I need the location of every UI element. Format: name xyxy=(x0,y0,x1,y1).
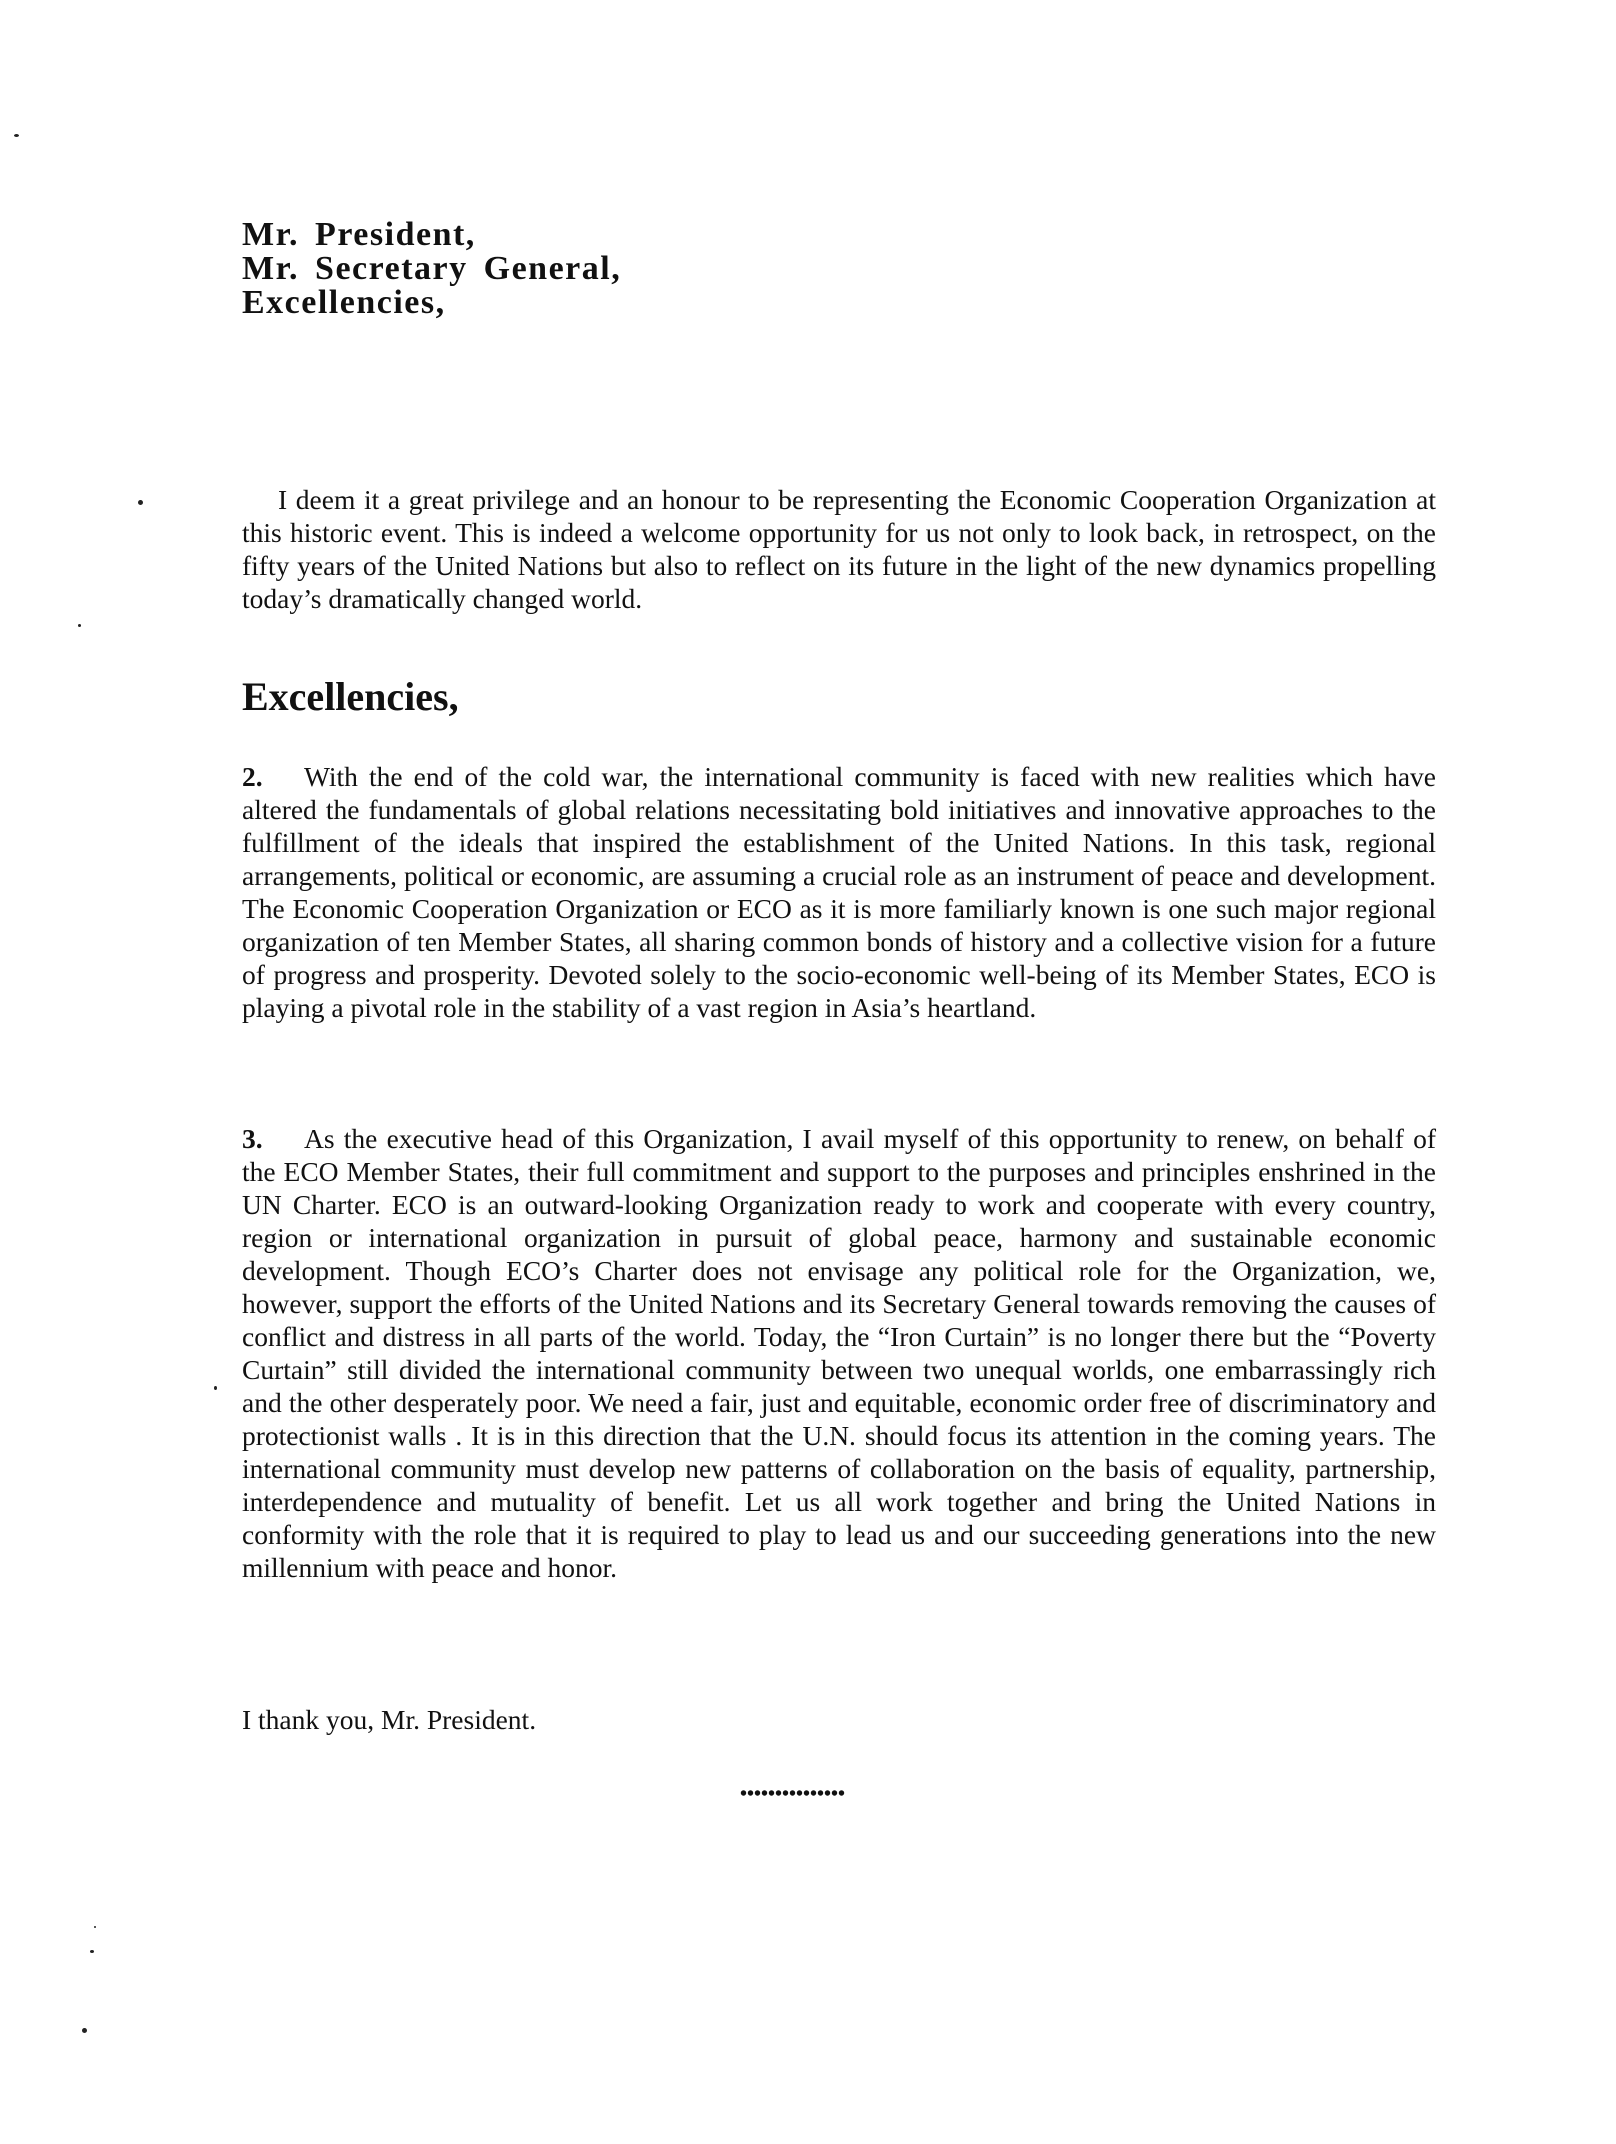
scan-speck xyxy=(82,2028,87,2033)
scan-speck xyxy=(90,1950,94,1953)
scan-speck xyxy=(94,1926,96,1928)
paragraph-2-text: With the end of the cold war, the international community is faced with new realities which have altered the fundamentals of global relations necessitating bold initiatives and innovative approaches to the fulfillment of the ideals that inspired the establishment of the United Nations. In this task, regional arrangements, political or economic, are assuming a crucial role as an instrument of peace and development. The Economic Cooperation Organization or ECO as it is more familiarly known is one such major regional organization of ten Member States, all sharing common bonds of history and a collective vision for a future of progress and prosperity. Devoted solely to the socio-economic well-being of its Member States, ECO is playing a pivotal role in the stability of a vast region in Asia’s heartland. xyxy=(242,761,1436,1023)
closing-line: I thank you, Mr. President. xyxy=(242,1704,537,1735)
paragraph-3-number: 3. xyxy=(242,1123,263,1154)
paragraph-3-text: As the executive head of this Organization, I avail myself of this opportunity to renew, on behalf of the ECO Member States, their full commitment and support to the purposes and principles enshrined in the UN Charter. ECO is an outward-looking Organization ready to work and cooperate with every country, region or international organization in pursuit of global peace, harmony and sustainable economic development. Though ECO’s Charter does not envisage any political role for the Organization, we, however, support the efforts of the United Nations and its Secretary General towards removing the causes of conflict and distress in all parts of the world. Today, the “Iron Curtain” is no longer there but the “Poverty Curtain” still divided the international community between two unequal worlds, one embarrassingly rich and the other desperately poor. We need a fair, just and equitable, economic order free of discriminatory and protectionist walls . It is in this direction that the U.N. should focus its attention in the coming years. The international community must develop new patterns of collaboration on the basis of equality, partnership, interdependence and mutuality of benefit. Let us all work together and bring the United Nations in conformity with the role that it is required to play to lead us and our succeeding generations into the new millennium with peace and honor. xyxy=(242,1123,1436,1583)
paragraph-3 xyxy=(242,1122,1436,1584)
end-divider: ••••••••••••••• xyxy=(740,1783,846,1805)
salutation-excellencies: Excellencies, xyxy=(242,284,446,321)
scan-speck xyxy=(14,134,19,137)
intro-paragraph: I deem it a great privilege and an honour to be representing the Economic Cooperation Organization at this historic event. This is indeed a welcome opportunity for us not only to look back, in retrospect, on the fifty years of the United Nations but also to reflect on its future in the light of the new dynamics propelling today’s dramatically changed world. xyxy=(242,484,1436,614)
salutation-secretary-general: Mr. Secretary General, xyxy=(242,250,622,287)
paragraph-2-number: 2. xyxy=(242,761,263,792)
salutation-block xyxy=(242,218,1142,320)
scan-speck xyxy=(78,624,81,627)
paragraph-2 xyxy=(242,760,1436,1024)
scan-speck xyxy=(138,500,143,505)
salutation-president: Mr. President, xyxy=(242,216,476,253)
section-heading: Excellencies, xyxy=(242,674,459,719)
scan-speck xyxy=(214,1386,217,1390)
